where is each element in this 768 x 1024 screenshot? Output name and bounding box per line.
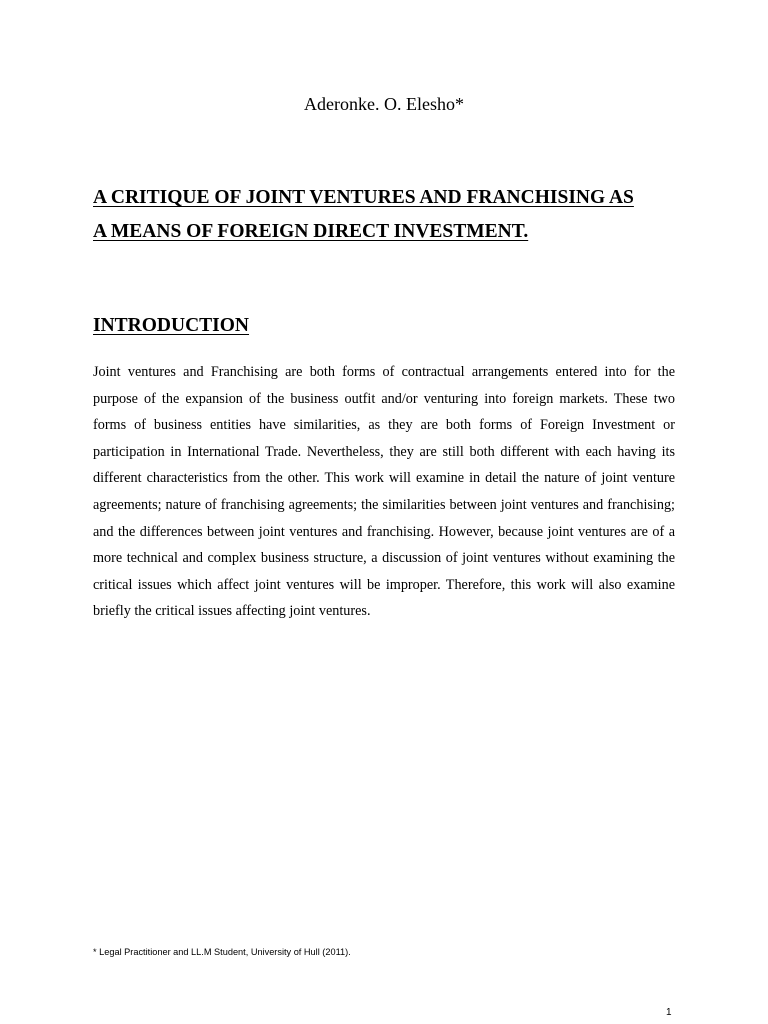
section-heading: INTRODUCTION [93, 315, 250, 336]
title-line [93, 215, 683, 249]
footnote: * Legal Practitioner and LL.M Student, University of Hull (2011). [93, 947, 351, 957]
page-number: 1 [666, 1007, 672, 1018]
author-name: Aderonke. O. Elesho* [304, 94, 464, 114]
title-line-text: A CRITIQUE OF JOINT VENTURES AND FRANCHISING AS [93, 187, 634, 208]
title-line [93, 181, 683, 215]
title-line-text: A MEANS OF FOREIGN DIRECT INVESTMENT. [93, 221, 529, 242]
document-title [93, 181, 683, 249]
introduction-paragraph: Joint ventures and Franchising are both forms of contractual arrangements entered into for the purpose of the expansion of the business outfit and/or venturing into foreign markets. These two forms of business entities have similarities, as they are both forms of Foreign Investment or participation in International Trade. Nevertheless, they are still both different with each having its different characteristics from the other. This work will examine in detail the nature of joint venture agreements; nature of franchising agreements; the similarities between joint ventures and franchising; and the differences between joint ventures and franchising. However, because joint ventures are of a more technical and complex business structure, a discussion of joint ventures without examining the critical issues which affect joint ventures will be improper. Therefore, this work will also examine briefly the critical issues affecting joint ventures. [93, 364, 675, 620]
